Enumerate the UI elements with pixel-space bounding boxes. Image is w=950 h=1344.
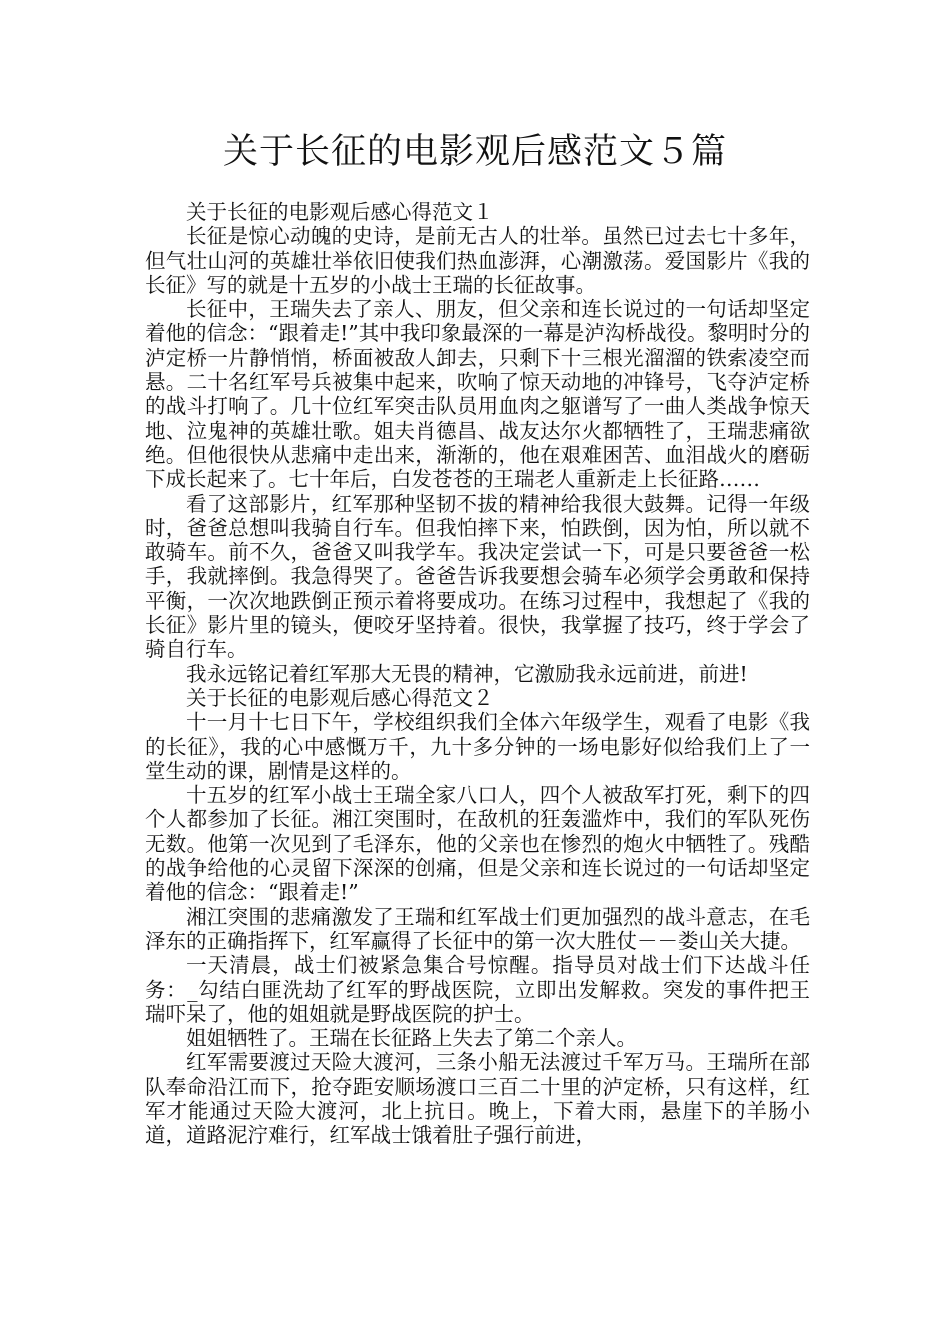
paragraph: 看了这部影片，红军那种坚韧不拔的精神给我很大鼓舞。记得一年级时，爸爸总想叫我骑自行车。但我怕摔下来，怕跌倒，因为怕，所以就不敢骑车。前不久，爸爸又叫我学车。我决定尝试一下，可是只要爸爸一松手，我就摔倒。我急得哭了。爸爸告诉我要想会骑车必须学会勇敢和保持平衡，一次次地跌倒正预示着将要成功。在练习过程中，我想起了《我的长征》影片里的镜头，便咬牙坚持着。很快，我掌握了技巧，终于学会了骑自行车。 [145, 491, 810, 662]
document-title: 关于长征的电影观后感范文５篇 [222, 132, 727, 172]
section-heading-2: 关于长征的电影观后感心得范文２ [186, 685, 494, 710]
paragraph: 姐姐牺牲了。王瑞在长征路上失去了第二个亲人。 [186, 1026, 637, 1051]
paragraph: 红军需要渡过天险大渡河，三条小船无法渡过千军万马。王瑞所在部队奉命沿江而下，抢夺距安顺场渡口三百二十里的泸定桥，只有这样，红军才能通过天险大渡河，北上抗日。晚上，下着大雨，悬崖下的羊肠小道，道路泥泞难行，红军战士饿着肚子强行前进， [145, 1050, 810, 1148]
paragraph: 长征是惊心动魄的史诗，是前无古人的壮举。虽然已过去七十多年，但气壮山河的英雄壮举依旧使我们热血澎湃，心潮激荡。爱国影片《我的长征》写的就是十五岁的小战士王瑞的长征故事。 [145, 224, 810, 297]
paragraph: 一天清晨，战士们被紧急集合号惊醒。指导员对战士们下达战斗任务：_勾结白匪洗劫了红军的野战医院，立即出发解救。突发的事件把王瑞吓呆了，他的姐姐就是野战医院的护士。 [145, 953, 810, 1026]
paragraph: 湘江突围的悲痛激发了王瑞和红军战士们更加强烈的战斗意志，在毛泽东的正确指挥下，红军赢得了长征中的第一次大胜仗－－娄山关大捷。 [145, 904, 810, 953]
paragraph: 长征中，王瑞失去了亲人、朋友，但父亲和连长说过的一句话却坚定着他的信念：“跟着走!”其中我印象最深的一幕是泸沟桥战役。黎明时分的泸定桥一片静悄悄，桥面被敌人卸去，只剩下十三根光溜溜的铁索凌空而悬。二十名红军号兵被集中起来，吹响了惊天动地的冲锋号，飞夺泸定桥的战斗打响了。几十位红军突击队员用血肉之躯谱写了一曲人类战争惊天地、泣鬼神的英雄壮歌。姐夫肖德昌、战友达尔火都牺牲了，王瑞悲痛欲绝。但他很快从悲痛中走出来，渐渐的，他在艰难困苦、血泪战火的磨砺下成长起来了。七十年后，白发苍苍的王瑞老人重新走上长征路…… [145, 297, 810, 492]
paragraph: 我永远铭记着红军那大无畏的精神，它激励我永远前进，前进! [186, 661, 748, 686]
section-heading-1: 关于长征的电影观后感心得范文１ [186, 200, 494, 224]
paragraph: 十一月十七日下午，学校组织我们全体六年级学生，观看了电影《我的长征》，我的心中感慨万千，九十多分钟的一场电影好似给我们上了一堂生动的课，剧情是这样的。 [145, 710, 810, 783]
document-body [145, 200, 810, 1148]
paragraph: 十五岁的红军小战士王瑞全家八口人，四个人被敌军打死，剩下的四个人都参加了长征。湘江突围时，在敌机的狂轰滥炸中，我们的军队死伤无数。他第一次见到了毛泽东，他的父亲也在惨烈的炮火中牺牲了。残酷的战争给他的心灵留下深深的创痛，但是父亲和连长说过的一句话却坚定着他的信念：“跟着走!” [145, 783, 810, 905]
